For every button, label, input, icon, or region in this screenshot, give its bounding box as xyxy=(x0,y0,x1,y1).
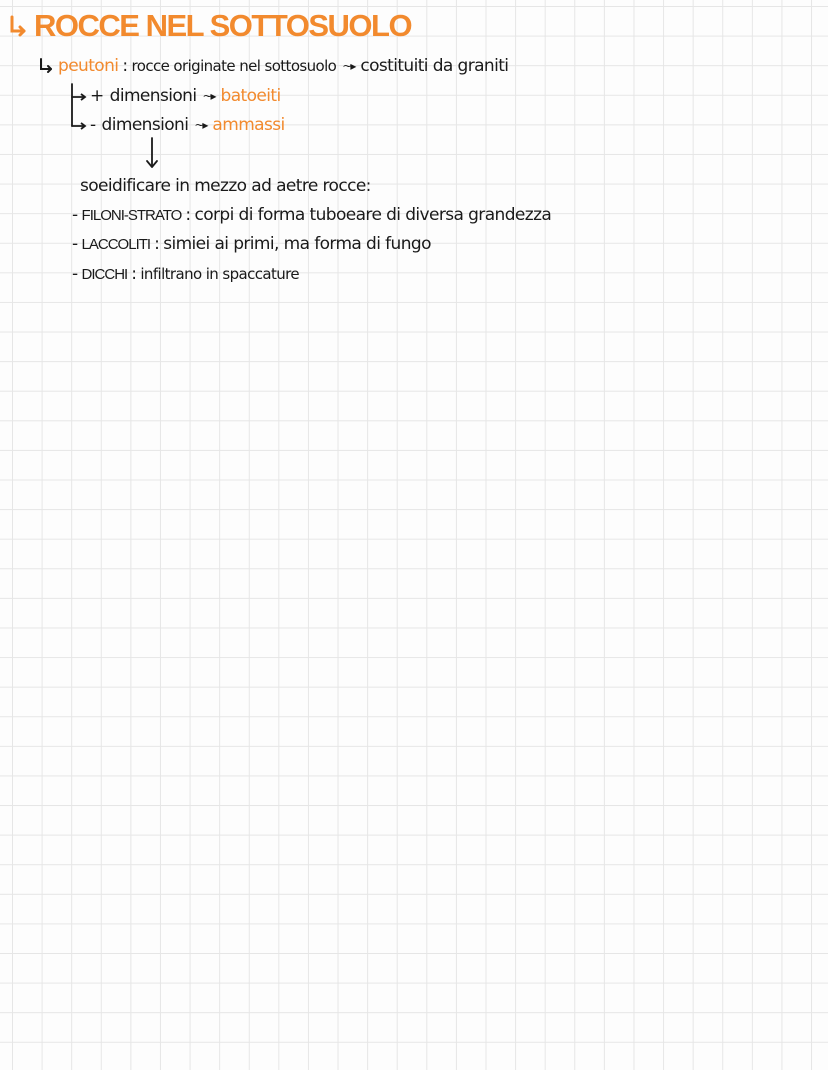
dimension-sign: + xyxy=(90,86,104,106)
plutoni-term: peutoni xyxy=(58,56,119,76)
plutoni-line xyxy=(38,56,508,76)
dimension-line-plus xyxy=(90,86,281,106)
item-term: FILONI-STRATO xyxy=(81,206,182,224)
item-colon: : xyxy=(131,264,137,284)
hook-arrow-icon xyxy=(8,15,28,37)
item-term: LACCOLITI xyxy=(81,235,151,253)
squiggle-arrow-icon: ~▸ xyxy=(342,59,355,73)
squiggle-arrow-icon: ~▸ xyxy=(202,89,215,103)
solidify-intro xyxy=(80,176,371,196)
solidify-item-filoni xyxy=(72,205,551,225)
plutoni-definition: rocce originate nel sottosuolo xyxy=(131,57,337,75)
title-row xyxy=(8,8,411,44)
item-dash: - xyxy=(72,234,78,254)
dimension-line-minus xyxy=(90,115,285,135)
hook-arrow-small-icon xyxy=(38,58,54,74)
squiggle-arrow-icon: ~▸ xyxy=(194,118,207,132)
item-dash: - xyxy=(72,205,78,225)
item-colon: : xyxy=(185,205,191,225)
solidify-item-laccoliti xyxy=(72,234,431,254)
item-text: corpi di forma tuboeare di diversa grandezza xyxy=(194,205,552,225)
item-text: simiei ai primi, ma forma di fungo xyxy=(163,234,431,254)
dimension-label: dimensioni xyxy=(101,115,189,135)
item-dash: - xyxy=(72,264,78,284)
dimension-result: batoeiti xyxy=(220,86,281,106)
plutoni-result: costituiti da graniti xyxy=(360,56,509,76)
dimension-label: dimensioni xyxy=(109,86,197,106)
page-title: ROCCE NEL SOTTOSUOLO xyxy=(34,8,412,43)
down-arrow-icon xyxy=(140,136,164,170)
plutoni-colon: : xyxy=(122,56,128,76)
item-term: DICCHI xyxy=(81,265,128,283)
item-text: infiltrano in spaccature xyxy=(140,265,300,283)
solidify-item-dicchi xyxy=(72,264,299,284)
dimension-sign: - xyxy=(90,115,96,135)
dimension-result: ammassi xyxy=(212,115,285,135)
item-colon: : xyxy=(154,234,160,254)
solidify-intro-text: soeidificare in mezzo ad aetre rocce: xyxy=(80,176,371,196)
